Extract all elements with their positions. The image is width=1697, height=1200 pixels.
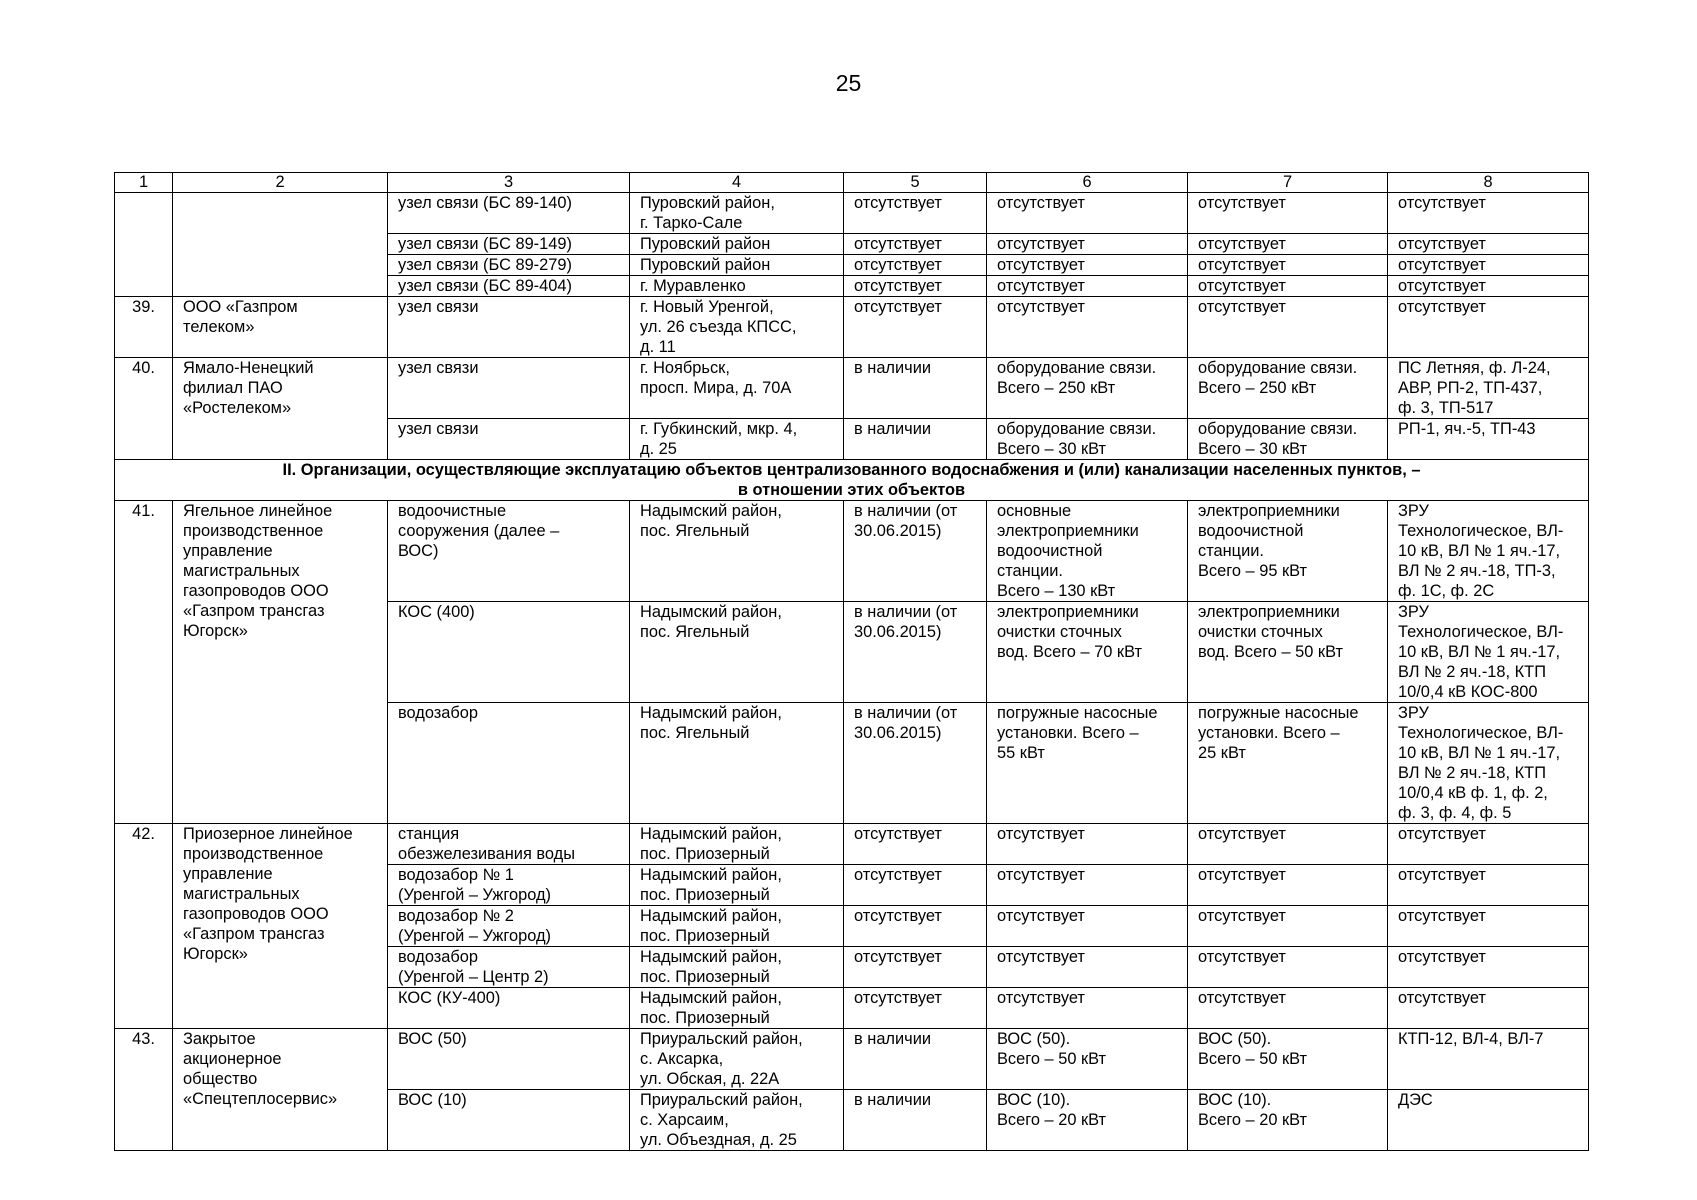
load-cell: оборудование связи. Всего – 250 кВт: [987, 358, 1188, 419]
column-number: 1: [115, 173, 173, 193]
supply-cell: отсутствует: [1388, 234, 1589, 255]
object-cell: узел связи: [388, 358, 630, 419]
address-cell: Приуральский район, с. Харсаим, ул. Объездная, д. 25: [630, 1090, 844, 1151]
load-cell: погружные насосные установки. Всего – 55 кВт: [987, 703, 1188, 824]
address-cell: г. Губкинский, мкр. 4, д. 25: [630, 419, 844, 460]
object-cell: узел связи (БС 89-279): [388, 255, 630, 276]
supply-cell: отсутствует: [1388, 824, 1589, 865]
load-cell: отсутствует: [1188, 255, 1388, 276]
object-cell: узел связи (БС 89-149): [388, 234, 630, 255]
load-cell: основные электроприемники водоочистной станции. Всего – 130 кВт: [987, 501, 1188, 602]
load-cell: оборудование связи. Всего – 30 кВт: [1188, 419, 1388, 460]
row-number-cell: 39.: [115, 297, 173, 358]
object-cell: водозабор (Уренгой – Центр 2): [388, 947, 630, 988]
load-cell: отсутствует: [987, 255, 1188, 276]
address-cell: Надымский район, пос. Ягельный: [630, 602, 844, 703]
load-cell: ВОС (10). Всего – 20 кВт: [987, 1090, 1188, 1151]
status-cell: в наличии: [844, 1090, 987, 1151]
load-cell: отсутствует: [987, 906, 1188, 947]
column-number: 5: [844, 173, 987, 193]
status-cell: в наличии (от 30.06.2015): [844, 703, 987, 824]
load-cell: отсутствует: [987, 297, 1188, 358]
organization-cell: ООО «Газпром телеком»: [173, 297, 388, 358]
address-cell: Приуральский район, с. Аксарка, ул. Обская, д. 22А: [630, 1029, 844, 1090]
table-row: [115, 358, 1589, 419]
section-title: II. Организации, осуществляющие эксплуатацию объектов централизованного водоснабжения и (или) канализации населенных пунктов, – в отношении этих объектов: [115, 460, 1589, 501]
address-cell: Надымский район, пос. Приозерный: [630, 906, 844, 947]
load-cell: отсутствует: [987, 193, 1188, 234]
load-cell: отсутствует: [1188, 193, 1388, 234]
object-cell: узел связи: [388, 419, 630, 460]
load-cell: отсутствует: [987, 865, 1188, 906]
load-cell: отсутствует: [1188, 906, 1388, 947]
load-cell: отсутствует: [987, 947, 1188, 988]
status-cell: отсутствует: [844, 865, 987, 906]
address-cell: Надымский район, пос. Ягельный: [630, 501, 844, 602]
load-cell: погружные насосные установки. Всего – 25 кВт: [1188, 703, 1388, 824]
load-cell: отсутствует: [1188, 276, 1388, 297]
load-cell: отсутствует: [987, 988, 1188, 1029]
column-number: 6: [987, 173, 1188, 193]
load-cell: оборудование связи. Всего – 250 кВт: [1188, 358, 1388, 419]
column-number: 3: [388, 173, 630, 193]
status-cell: отсутствует: [844, 824, 987, 865]
object-cell: узел связи: [388, 297, 630, 358]
object-cell: ВОС (50): [388, 1029, 630, 1090]
status-cell: в наличии: [844, 358, 987, 419]
column-number: 2: [173, 173, 388, 193]
address-cell: Пуровский район, г. Тарко-Сале: [630, 193, 844, 234]
supply-cell: отсутствует: [1388, 193, 1589, 234]
object-cell: КОС (КУ-400): [388, 988, 630, 1029]
address-cell: Надымский район, пос. Ягельный: [630, 703, 844, 824]
supply-cell: отсутствует: [1388, 297, 1589, 358]
supply-cell: отсутствует: [1388, 865, 1589, 906]
object-cell: водозабор № 1 (Уренгой – Ужгород): [388, 865, 630, 906]
table-row: [115, 193, 1589, 234]
row-number-cell: 42.: [115, 824, 173, 1029]
status-cell: отсутствует: [844, 276, 987, 297]
status-cell: отсутствует: [844, 947, 987, 988]
address-cell: г. Муравленко: [630, 276, 844, 297]
supply-cell: ЗРУ Технологическое, ВЛ- 10 кВ, ВЛ № 1 яч.-17, ВЛ № 2 яч.-18, КТП 10/0,4 кВ КОС-800: [1388, 602, 1589, 703]
load-cell: ВОС (50). Всего – 50 кВт: [1188, 1029, 1388, 1090]
load-cell: отсутствует: [987, 276, 1188, 297]
load-cell: отсутствует: [1188, 865, 1388, 906]
object-cell: КОС (400): [388, 602, 630, 703]
object-cell: водоочистные сооружения (далее – ВОС): [388, 501, 630, 602]
load-cell: отсутствует: [1188, 947, 1388, 988]
load-cell: ВОС (10). Всего – 20 кВт: [1188, 1090, 1388, 1151]
load-cell: электроприемники очистки сточных вод. Всего – 70 кВт: [987, 602, 1188, 703]
status-cell: в наличии (от 30.06.2015): [844, 602, 987, 703]
supply-cell: отсутствует: [1388, 988, 1589, 1029]
page-number: 25: [835, 70, 862, 96]
load-cell: отсутствует: [987, 234, 1188, 255]
supply-cell: КТП-12, ВЛ-4, ВЛ-7: [1388, 1029, 1589, 1090]
object-cell: водозабор № 2 (Уренгой – Ужгород): [388, 906, 630, 947]
address-cell: г. Ноябрьск, просп. Мира, д. 70А: [630, 358, 844, 419]
status-cell: отсутствует: [844, 255, 987, 276]
address-cell: г. Новый Уренгой, ул. 26 съезда КПСС, д. 11: [630, 297, 844, 358]
supply-cell: РП-1, яч.-5, ТП-43: [1388, 419, 1589, 460]
load-cell: отсутствует: [1188, 824, 1388, 865]
table-row: [115, 297, 1589, 358]
supply-cell: ДЭС: [1388, 1090, 1589, 1151]
table-row: [115, 1029, 1589, 1090]
object-cell: станция обезжелезивания воды: [388, 824, 630, 865]
organization-cell: Ягельное линейное производственное управление магистральных газопроводов ООО «Газпром трансгаз Югорск»: [173, 501, 388, 824]
supply-cell: отсутствует: [1388, 276, 1589, 297]
row-number-cell: 40.: [115, 358, 173, 460]
supply-cell: отсутствует: [1388, 255, 1589, 276]
status-cell: в наличии: [844, 419, 987, 460]
load-cell: ВОС (50). Всего – 50 кВт: [987, 1029, 1188, 1090]
address-cell: Надымский район, пос. Приозерный: [630, 947, 844, 988]
status-cell: в наличии (от 30.06.2015): [844, 501, 987, 602]
load-cell: отсутствует: [987, 824, 1188, 865]
address-cell: Пуровский район: [630, 234, 844, 255]
table-row: [115, 824, 1589, 865]
section-row: [115, 460, 1589, 501]
row-number-cell: [115, 193, 173, 297]
object-cell: ВОС (10): [388, 1090, 630, 1151]
load-cell: отсутствует: [1188, 297, 1388, 358]
object-cell: узел связи (БС 89-404): [388, 276, 630, 297]
supply-cell: ПС Летняя, ф. Л-24, АВР, РП-2, ТП-437, ф. 3, ТП-517: [1388, 358, 1589, 419]
load-cell: электроприемники водоочистной станции. Всего – 95 кВт: [1188, 501, 1388, 602]
status-cell: отсутствует: [844, 988, 987, 1029]
address-cell: Надымский район, пос. Приозерный: [630, 865, 844, 906]
column-number-row: [115, 173, 1589, 193]
data-table: [114, 172, 1589, 1151]
load-cell: электроприемники очистки сточных вод. Всего – 50 кВт: [1188, 602, 1388, 703]
address-cell: Пуровский район: [630, 255, 844, 276]
status-cell: отсутствует: [844, 297, 987, 358]
supply-cell: отсутствует: [1388, 906, 1589, 947]
status-cell: в наличии: [844, 1029, 987, 1090]
column-number: 4: [630, 173, 844, 193]
organization-cell: Ямало-Ненецкий филиал ПАО «Ростелеком»: [173, 358, 388, 460]
load-cell: отсутствует: [1188, 988, 1388, 1029]
address-cell: Надымский район, пос. Приозерный: [630, 988, 844, 1029]
object-cell: узел связи (БС 89-140): [388, 193, 630, 234]
object-cell: водозабор: [388, 703, 630, 824]
status-cell: отсутствует: [844, 906, 987, 947]
organization-cell: Приозерное линейное производственное управление магистральных газопроводов ООО «Газпром трансгаз Югорск»: [173, 824, 388, 1029]
supply-cell: отсутствует: [1388, 947, 1589, 988]
address-cell: Надымский район, пос. Приозерный: [630, 824, 844, 865]
row-number-cell: 43.: [115, 1029, 173, 1151]
status-cell: отсутствует: [844, 234, 987, 255]
column-number: 7: [1188, 173, 1388, 193]
organization-cell: [173, 193, 388, 297]
table-row: [115, 501, 1589, 602]
column-number: 8: [1388, 173, 1589, 193]
row-number-cell: 41.: [115, 501, 173, 824]
load-cell: отсутствует: [1188, 234, 1388, 255]
organization-cell: Закрытое акционерное общество «Спецтеплосервис»: [173, 1029, 388, 1151]
status-cell: отсутствует: [844, 193, 987, 234]
supply-cell: ЗРУ Технологическое, ВЛ- 10 кВ, ВЛ № 1 яч.-17, ВЛ № 2 яч.-18, ТП-3, ф. 1С, ф. 2С: [1388, 501, 1589, 602]
load-cell: оборудование связи. Всего – 30 кВт: [987, 419, 1188, 460]
supply-cell: ЗРУ Технологическое, ВЛ- 10 кВ, ВЛ № 1 яч.-17, ВЛ № 2 яч.-18, КТП 10/0,4 кВ ф. 1, ф. 2, ф. 3, ф. 4, ф. 5: [1388, 703, 1589, 824]
